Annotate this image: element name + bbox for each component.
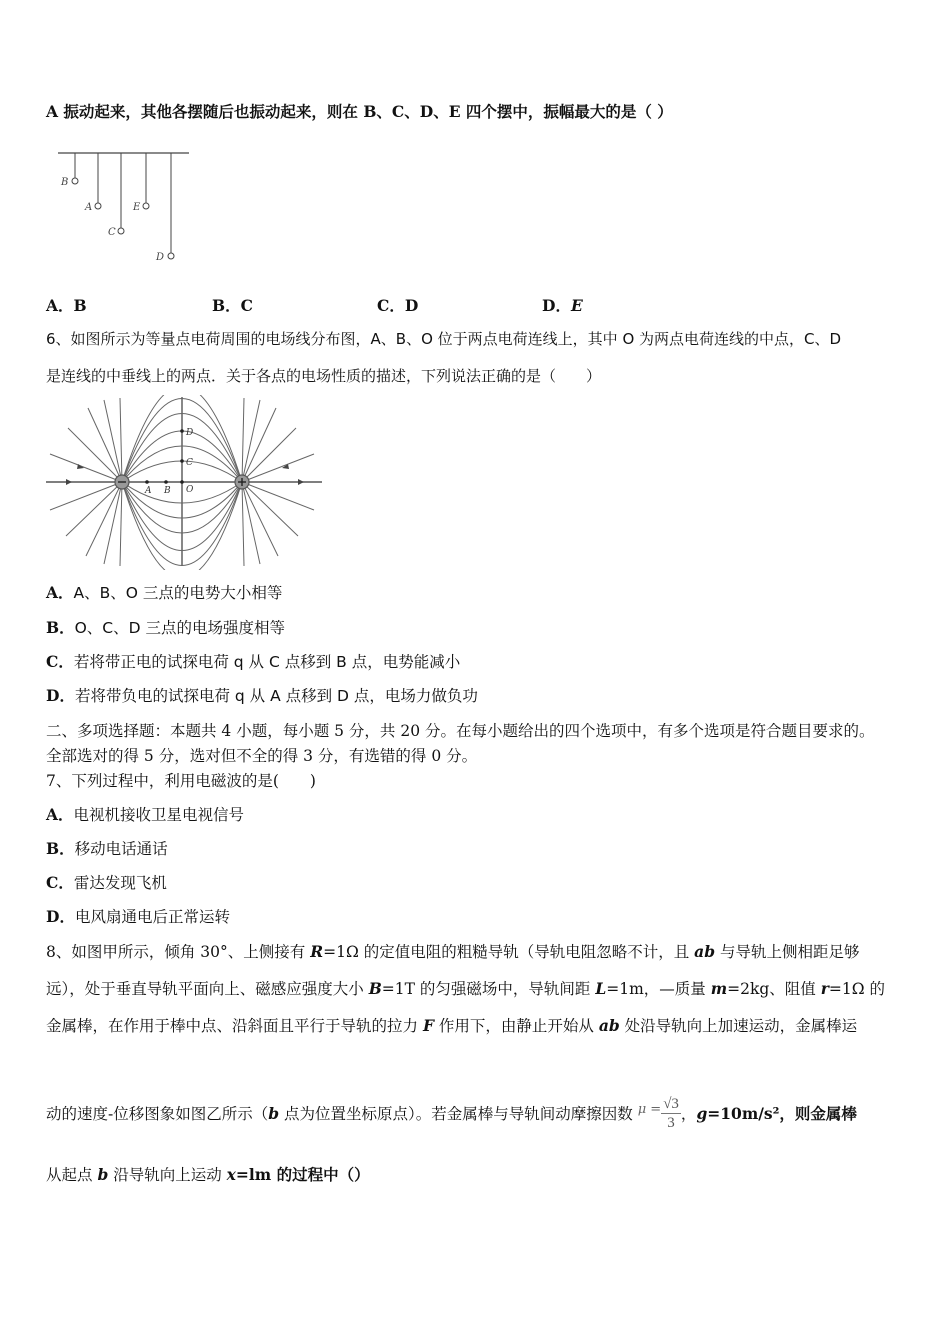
svg-text:C: C [186, 458, 193, 468]
q6-option-d[interactable]: D．若将带负电的试探电荷 q 从 A 点移到 D 点，电场力做负功 [46, 686, 478, 705]
svg-text:D: D [156, 252, 165, 263]
q8-line4: 动的速度-位移图象如图乙所示（b 点为位置坐标原点）。若金属棒与导轨间动摩擦因数 $^{\mu =}$ $\frac{√3}{3}$ ，g=10m/s²，则金属棒 [46, 1095, 857, 1131]
svg-text:B: B [61, 177, 69, 188]
q8-line2: 远），处于垂直导轨平面向上、磁感应强度大小 B=1T 的匀强磁场中，导轨间距 L=1m，—质量 m=2kg、阻值 r=1Ω 的 [46, 979, 886, 998]
q6-option-b[interactable]: B．O、C、D 三点的电场强度相等 [46, 618, 285, 637]
svg-text:A: A [145, 486, 152, 496]
svg-text:C: C [108, 227, 116, 238]
svg-text:A: A [85, 202, 93, 213]
q5-options [46, 294, 746, 316]
svg-text:B: B [164, 486, 171, 496]
q5-option-d[interactable]: D．E [542, 296, 583, 315]
q6-option-c[interactable]: C．若将带正电的试探电荷 q 从 C 点移到 B 点，电势能减小 [46, 652, 461, 671]
section2-heading-line1: 二、多项选择题：本题共 4 小题，每小题 5 分，共 20 分。在每小题给出的四个选项中，有多个选项是符合题目要求的。 [46, 722, 875, 740]
section2-heading-line2: 全部选对的得 5 分，选对但不全的得 3 分，有选错的得 0 分。 [46, 747, 478, 765]
q5-option-a[interactable]: A．B [46, 296, 87, 315]
svg-text:O: O [186, 485, 194, 495]
q8-line3: 金属棒，在作用于棒中点、沿斜面且平行于导轨的拉力 F 作用下，由静止开始从 ab 处沿导轨向上加速运动，金属棒运 [46, 1016, 858, 1035]
q8-line5: 从起点 b 沿导轨向上运动 x=lm 的过程中（） [46, 1165, 370, 1184]
pendulum-figure [40, 140, 210, 270]
q5-option-b[interactable]: B．C [212, 296, 253, 315]
mu-fraction: $\frac{√3}{3}$ [663, 1095, 679, 1131]
q5-option-c[interactable]: C．D [377, 296, 419, 315]
svg-text:E: E [133, 202, 141, 213]
q7-stem: 7、下列过程中，利用电磁波的是( ) [46, 772, 316, 790]
q7-option-b[interactable]: B．移动电话通话 [46, 839, 168, 858]
q5-stem [46, 102, 673, 122]
q7-option-a[interactable]: A．电视机接收卫星电视信号 [46, 805, 245, 824]
mu-symbol: μ = [637, 1102, 662, 1117]
q8-line1: 8、如图甲所示，倾角 30°、上侧接有 R=1Ω 的定值电阻的粗糙导轨（导轨电阻忽略不计，且 ab 与导轨上侧相距足够 [46, 942, 860, 961]
electric-field-figure [40, 395, 330, 570]
q6-stem-line2: 是连线的中垂线上的两点．关于各点的电场性质的描述，下列说法正确的是（ ） [46, 367, 602, 385]
q5-stem-text: A 振动起来，其他各摆随后也振动起来，则在 B、C、D、E 四个摆中，振幅最大的是（ ） [46, 102, 673, 121]
q6-option-a[interactable]: A．A、B、O 三点的电势大小相等 [46, 583, 283, 602]
q7-option-d[interactable]: D．电风扇通电后正常运转 [46, 907, 230, 926]
svg-text:D: D [186, 428, 194, 438]
q7-option-c[interactable]: C．雷达发现飞机 [46, 873, 167, 892]
q6-stem-line1: 6、如图所示为等量点电荷周围的电场线分布图，A、B、O 位于两点电荷连线上，其中 O 为两点电荷连线的中点，C、D [46, 330, 842, 348]
